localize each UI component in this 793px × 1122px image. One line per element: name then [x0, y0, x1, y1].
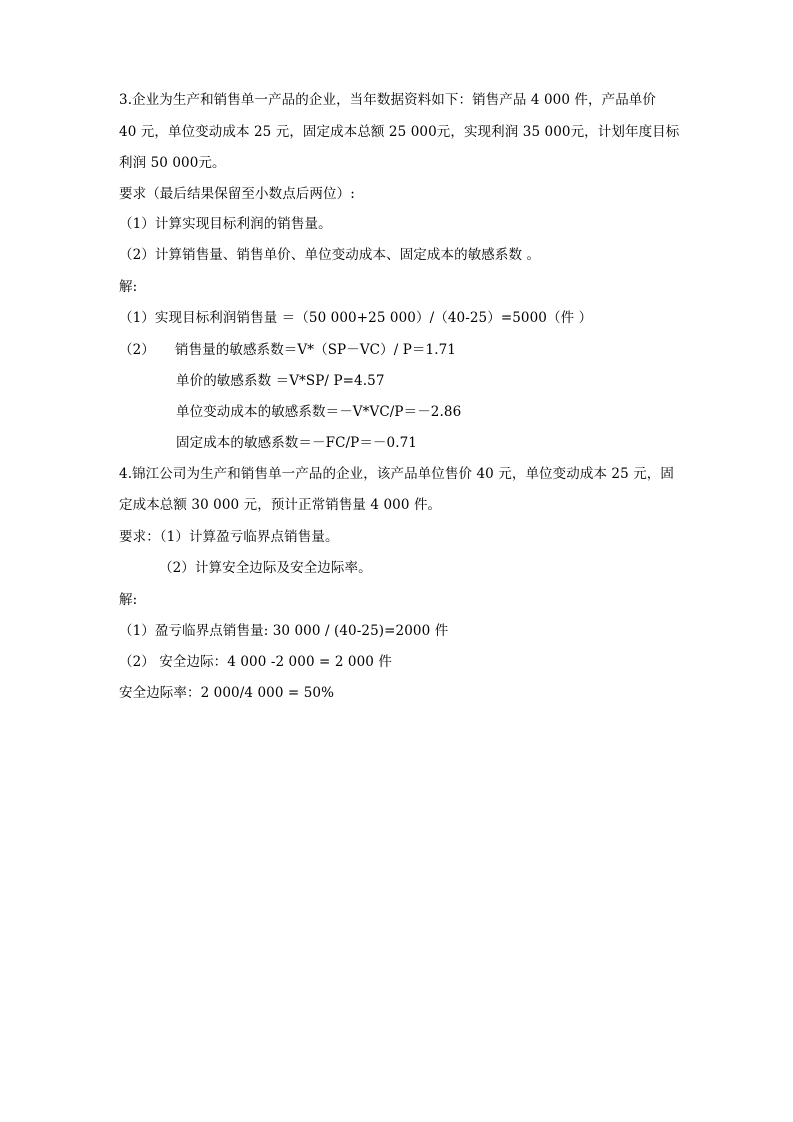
problem4-requirement-2: （2）计算安全边际及安全边际率。: [159, 560, 372, 576]
problem3-statement-line3: 利润 50 000元。: [119, 155, 226, 171]
problem4-requirement-1: 要求：（1）计算盈亏临界点销售量。: [119, 529, 339, 545]
problem3-requirement-title: 要求（最后结果保留至小数点后两位）:: [119, 186, 355, 202]
problem4-solution-label: 解:: [119, 592, 138, 608]
problem4-solution-1: （1）盈亏临界点销售量: 30 000 / (40-25)=2000 件: [119, 623, 449, 639]
problem3-solution-2d: 固定成本的敏感系数＝－FC/P＝－0.71: [176, 435, 417, 451]
problem3-solution-2-row: [119, 341, 679, 359]
problem3-solution-2a: 销售量的敏感系数＝V*（SP－VC）/ P＝1.71: [175, 342, 456, 358]
problem4-statement-line1: 4.锦江公司为生产和销售单一产品的企业，该产品单位售价 40 元，单位变动成本 25 元，固: [119, 466, 675, 482]
problem3-solution-2c: 单位变动成本的敏感系数＝－V*VC/P＝－2.86: [176, 404, 462, 420]
problem3-requirement-1: （1）计算实现目标利润的销售量。: [119, 216, 332, 232]
problem3-statement-line2: 40 元，单位变动成本 25 元，固定成本总额 25 000元，实现利润 35 000元，计划年度目标: [119, 124, 680, 140]
problem4-solution-2: （2） 安全边际：4 000 -2 000 = 2 000 件: [119, 654, 392, 670]
problem3-solution-1: （1）实现目标利润销售量 ＝（50 000+25 000）/（40-25）=5000（件 ）: [119, 310, 593, 326]
problem4-solution-3: 安全边际率：2 000/4 000 = 50%: [119, 685, 335, 701]
problem3-statement-line1: 3.企业为生产和销售单一产品的企业，当年数据资料如下：销售产品 4 000 件，产品单价: [119, 92, 657, 108]
problem4-statement-line2: 定成本总额 30 000 元，预计正常销售量 4 000 件。: [119, 497, 442, 513]
problem3-solution-2-label: （2）: [119, 342, 155, 358]
problem3-solution-label: 解:: [119, 279, 138, 295]
problem3-solution-2b: 单价的敏感系数 ＝V*SP/ P=4.57: [176, 373, 385, 389]
problem3-requirement-2: （2）计算销售量、销售单价、单位变动成本、固定成本的敏感系数 。: [119, 247, 541, 263]
